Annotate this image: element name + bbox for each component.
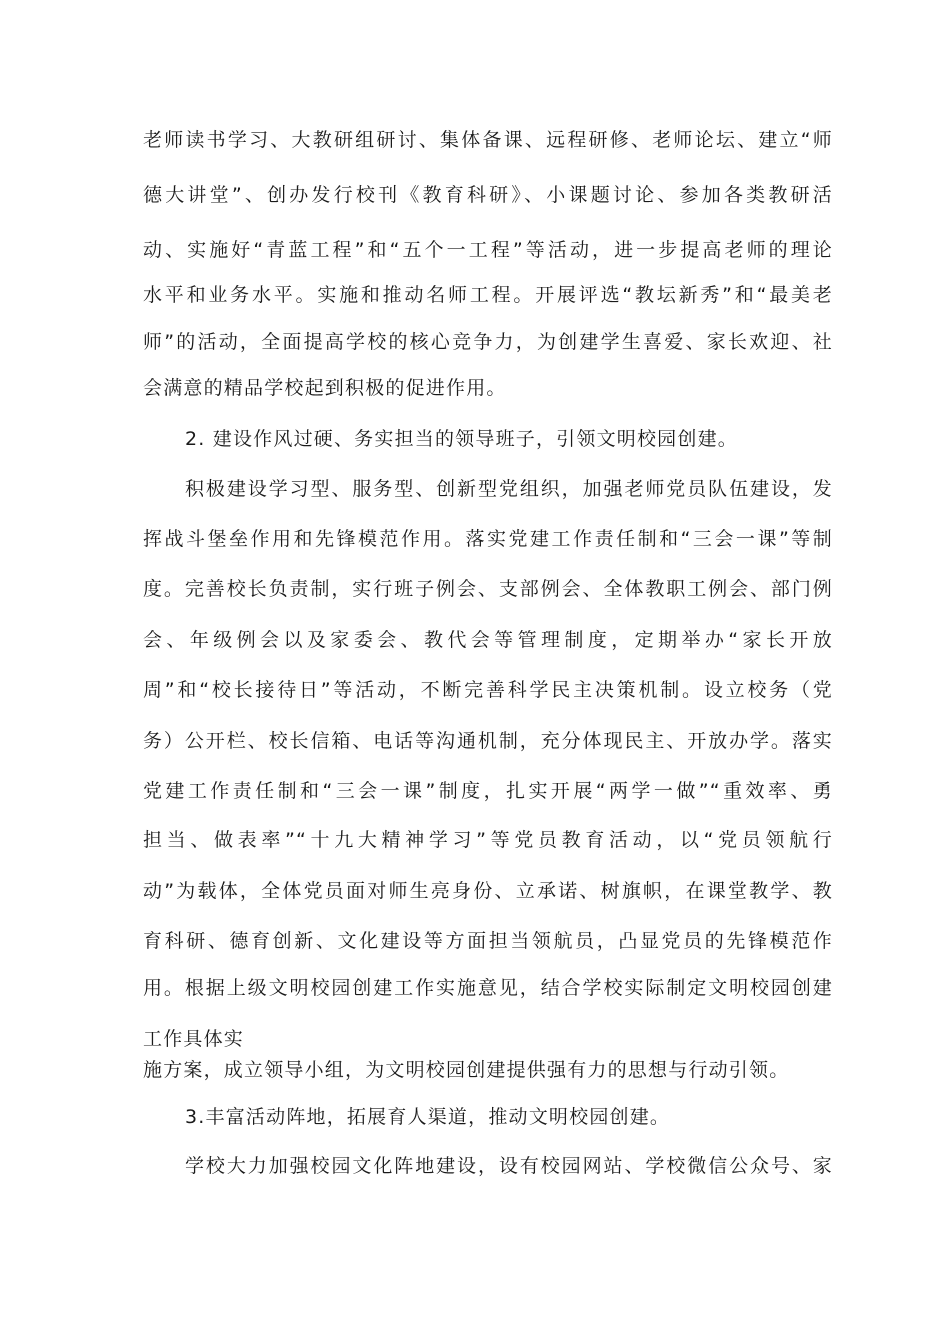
- paragraph-2-line-11: 用。根据上级文明校园创建工作实施意见，结合学校实际制定文明校园创建: [143, 977, 833, 999]
- paragraph-1-line-5: 师”的活动，全面提高学校的核心竞争力，为创建学生喜爱、家长欢迎、社: [143, 331, 833, 353]
- paragraph-2-line-10: 育科研、德育创新、文化建设等方面担当领航员，凸显党员的先锋模范作: [143, 930, 833, 952]
- paragraph-1-line-4: 水平和业务水平。实施和推动名师工程。开展评选“教坛新秀”和“最美老: [143, 284, 833, 306]
- paragraph-2-line-1: 积极建设学习型、服务型、创新型党组织，加强老师党员队伍建设，发: [185, 478, 833, 500]
- paragraph-2-line-5: 周”和“校长接待日”等活动，不断完善科学民主决策机制。设立校务（党: [143, 679, 833, 701]
- paragraph-2-line-12: 工作具体实: [143, 1028, 245, 1050]
- paragraph-2-line-2: 挥战斗堡垒作用和先锋模范作用。落实党建工作责任制和“三会一课”等制: [143, 528, 833, 550]
- paragraph-2-line-7: 党建工作责任制和“三会一课”制度，扎实开展“两学一做”“重效率、勇: [143, 780, 833, 802]
- paragraph-2-line-4: 会、年级例会以及家委会、教代会等管理制度，定期举办“家长开放: [143, 629, 833, 651]
- paragraph-2-line-6: 务）公开栏、校长信箱、电话等沟通机制，充分体现民主、开放办学。落实: [143, 730, 833, 752]
- paragraph-1-line-6: 会满意的精品学校起到积极的促进作用。: [143, 377, 507, 399]
- paragraph-2-line-3: 度。完善校长负责制，实行班子例会、支部例会、全体教职工例会、部门例: [143, 578, 833, 600]
- section-heading-2: 2. 建设作风过硬、务实担当的领导班子，引领文明校园创建。: [185, 428, 738, 450]
- paragraph-1-line-1: 老师读书学习、大教研组研讨、集体备课、远程研修、老师论坛、建立“师: [143, 129, 833, 151]
- paragraph-2-line-9: 动”为载体，全体党员面对师生亮身份、立承诺、树旗帜，在课堂教学、教: [143, 880, 833, 902]
- paragraph-1-line-3: 动、实施好“青蓝工程”和“五个一工程”等活动，进一步提高老师的理论: [143, 239, 833, 261]
- paragraph-2-line-13: 施方案，成立领导小组，为文明校园创建提供强有力的思想与行动引领。: [143, 1059, 790, 1081]
- paragraph-2-line-8: 担当、做表率”“十九大精神学习”等党员教育活动，以“党员领航行: [143, 829, 833, 851]
- paragraph-1-line-2: 德大讲堂”、创办发行校刊《教育科研》、小课题讨论、参加各类教研活: [143, 184, 833, 206]
- paragraph-3-line-1: 学校大力加强校园文化阵地建设，设有校园网站、学校微信公众号、家: [185, 1155, 833, 1177]
- section-heading-3: 3.丰富活动阵地，拓展育人渠道，推动文明校园创建。: [185, 1106, 671, 1128]
